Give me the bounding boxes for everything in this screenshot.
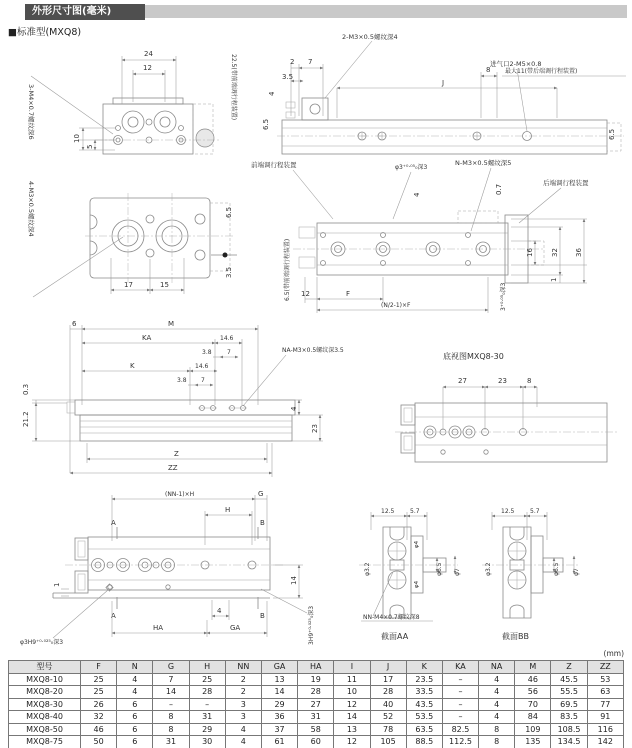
value-cell: 36 xyxy=(261,711,297,724)
section-bb-drawing xyxy=(478,498,630,646)
dim-label: 10 xyxy=(73,134,81,143)
value-cell: 88.5 xyxy=(406,736,442,748)
annotation-label: NN-M4×0.7螺纹深8 xyxy=(363,614,420,621)
col-header: NA xyxy=(479,661,515,674)
dim-label: 32 xyxy=(551,248,559,257)
dimension-table xyxy=(8,660,624,748)
value-cell: 3 xyxy=(225,698,261,711)
thread-label: N-M3×0.5螺纹深5 xyxy=(455,159,512,167)
value-cell: 31 xyxy=(153,736,189,748)
value-cell: 26 xyxy=(81,698,117,711)
value-cell: 28 xyxy=(298,686,334,699)
value-cell: 61 xyxy=(261,736,297,748)
value-cell: 84 xyxy=(515,711,551,724)
pin-hole-label: φ3⁺⁰·⁰⁵₀深3 xyxy=(395,164,428,171)
dim-label: ZZ xyxy=(168,464,178,472)
value-cell: 11 xyxy=(334,673,370,686)
value-cell: 14 xyxy=(334,711,370,724)
dim-label: 8 xyxy=(486,66,491,74)
title-bar-strip xyxy=(145,5,627,18)
value-cell: 3 xyxy=(225,711,261,724)
col-header: H xyxy=(189,661,225,674)
col-header: I xyxy=(334,661,370,674)
value-cell: 29 xyxy=(189,723,225,736)
value-cell: 31 xyxy=(189,711,225,724)
value-cell: 30 xyxy=(189,736,225,748)
value-cell: 60 xyxy=(298,736,334,748)
dim-label: H xyxy=(225,506,231,514)
dim-label: F xyxy=(346,290,351,298)
dim-label: 23 xyxy=(498,377,507,385)
pin-hole-label: 3⁺⁰·⁰⁵₀深3 xyxy=(500,282,507,311)
dim-label: 4 xyxy=(268,91,276,96)
value-cell: 4 xyxy=(479,673,515,686)
dim-label: KA xyxy=(142,334,152,342)
col-header: Z xyxy=(551,661,587,674)
dim-label: G xyxy=(258,490,264,498)
dia-label: φ3.2 xyxy=(485,562,492,576)
annotation-label: 进气口2-M5×0.8 xyxy=(490,60,542,68)
dim-label: 0.3 xyxy=(22,383,30,395)
table-row xyxy=(9,711,624,724)
dim-label: (NN-1)×H xyxy=(165,491,195,498)
value-cell: 142 xyxy=(587,736,623,748)
dim-label: K xyxy=(130,362,135,370)
value-cell: – xyxy=(442,698,478,711)
value-cell: 135 xyxy=(515,736,551,748)
dim-label: 1 xyxy=(53,582,61,587)
model-subtitle: ■标准型(MXQ8) xyxy=(8,27,82,38)
dim-label: 6.5 xyxy=(608,128,616,140)
value-cell: 91 xyxy=(587,711,623,724)
dim-label: J xyxy=(442,79,445,87)
annotation-label: 最大11(带后端调行程装置) xyxy=(505,68,578,75)
value-cell: 53 xyxy=(587,673,623,686)
dim-label: 6.5 xyxy=(225,206,233,218)
pin-hole-label: 3H9⁺⁰·⁰²⁵₀深3 xyxy=(308,605,315,645)
value-cell: 45.5 xyxy=(551,673,587,686)
dim-label: 15 xyxy=(160,281,169,289)
col-header: F xyxy=(81,661,117,674)
dim-label: 3.8 xyxy=(202,349,212,356)
value-cell: 112.5 xyxy=(442,736,478,748)
section-caption: 截面BB xyxy=(502,632,529,641)
dim-label: 12.5 xyxy=(381,508,395,515)
value-cell: 8 xyxy=(479,736,515,748)
rear-adjuster-label: 后端调行程装置 xyxy=(543,179,589,187)
value-cell: 33.5 xyxy=(406,686,442,699)
value-cell: 43.5 xyxy=(406,698,442,711)
dim-label: 16 xyxy=(526,248,534,257)
value-cell: – xyxy=(189,698,225,711)
col-header: G xyxy=(153,661,189,674)
value-cell: 4 xyxy=(117,673,153,686)
value-cell: 4 xyxy=(479,711,515,724)
dim-label: 4 xyxy=(413,192,421,197)
dim-label: 3.5 xyxy=(225,266,233,278)
dia-label: φ6.5 xyxy=(553,562,560,576)
dim-label: 1 xyxy=(550,277,558,282)
body-outline xyxy=(85,193,237,283)
model-cell: MXQ8-10 xyxy=(9,673,81,686)
section-mark-b: B xyxy=(260,612,265,620)
page-title: 外形尺寸图(毫米) xyxy=(32,6,112,17)
dim-label: M xyxy=(168,320,175,328)
section-mark-b: B xyxy=(260,519,265,527)
value-cell: 14 xyxy=(153,686,189,699)
value-cell: 83.5 xyxy=(551,711,587,724)
model-cell: MXQ8-30 xyxy=(9,698,81,711)
table-row xyxy=(9,686,624,699)
dim-label: 3.8 xyxy=(177,377,187,384)
value-cell: 12 xyxy=(334,698,370,711)
annotation-label: 3-M4×0.7螺纹深6 xyxy=(27,84,35,140)
value-cell: 10 xyxy=(334,686,370,699)
dimension-table-body xyxy=(9,673,624,748)
side-height-note: 22.5(带前端调行程装置) xyxy=(230,54,237,121)
dim-label: 4 xyxy=(290,406,298,411)
dia-label: φ4 xyxy=(414,580,420,588)
value-cell: 17 xyxy=(370,673,406,686)
dimensions xyxy=(371,508,427,540)
value-cell: 19 xyxy=(298,673,334,686)
annotation-label: NA-M3×0.5螺纹深3.5 xyxy=(282,347,344,354)
col-header: KA xyxy=(442,661,478,674)
col-header: J xyxy=(370,661,406,674)
value-cell: 116 xyxy=(587,723,623,736)
dia-label: φ6.5 xyxy=(436,562,443,576)
section-mark-a: A xyxy=(111,612,116,620)
value-cell: 8 xyxy=(153,723,189,736)
body-outline xyxy=(395,403,617,462)
callouts xyxy=(251,158,589,231)
value-cell: 69.5 xyxy=(551,698,587,711)
dia-label: φ3.2 xyxy=(364,562,371,576)
dim-label: 14.6 xyxy=(220,335,234,342)
dim-label: 6.5 xyxy=(262,118,270,130)
dim-label: 3.5 xyxy=(282,73,294,81)
body-outline xyxy=(293,211,544,283)
value-cell: 32 xyxy=(81,711,117,724)
value-cell: 13 xyxy=(261,673,297,686)
dim-label: Z xyxy=(174,450,179,458)
value-cell: 63 xyxy=(587,686,623,699)
dim-label: (N/2-1)×F xyxy=(381,302,411,309)
value-cell: 14 xyxy=(261,686,297,699)
value-cell: 78 xyxy=(370,723,406,736)
annotation-label: 4-M3×0.5螺纹深4 xyxy=(27,181,35,237)
dim-label: 36 xyxy=(575,248,583,257)
body-outline xyxy=(95,98,220,154)
section-mark-a: A xyxy=(111,519,116,527)
col-header: GA xyxy=(261,661,297,674)
value-cell: 56 xyxy=(515,686,551,699)
dim-label: 24 xyxy=(144,50,153,58)
value-cell: 105 xyxy=(370,736,406,748)
table-row xyxy=(9,673,624,686)
dim-label: 17 xyxy=(124,281,133,289)
value-cell: 82.5 xyxy=(442,723,478,736)
dim-label: 8 xyxy=(527,377,532,385)
section-aa-drawing xyxy=(343,498,488,646)
body-outline xyxy=(359,527,458,618)
table-row xyxy=(9,698,624,711)
value-cell: 27 xyxy=(298,698,334,711)
dim-label: 12.5 xyxy=(501,508,515,515)
dim-label: 7 xyxy=(201,377,205,384)
value-cell: 4 xyxy=(479,686,515,699)
value-cell: 4 xyxy=(479,698,515,711)
thread-callout xyxy=(27,76,113,140)
value-cell: 13 xyxy=(334,723,370,736)
value-cell: 58 xyxy=(298,723,334,736)
value-cell: 37 xyxy=(261,723,297,736)
model-cell: MXQ8-20 xyxy=(9,686,81,699)
diameter-labels xyxy=(364,540,461,588)
max-stroke-note xyxy=(481,66,626,118)
col-header: ZZ xyxy=(587,661,623,674)
unit-note: (mm) xyxy=(603,649,624,658)
plan-view-drawing xyxy=(222,28,630,160)
value-cell: 7 xyxy=(153,673,189,686)
value-cell: 8 xyxy=(153,711,189,724)
dim-label: 2 xyxy=(290,58,295,66)
value-cell: 70 xyxy=(515,698,551,711)
end-view-drawing xyxy=(15,42,230,162)
col-header: N xyxy=(117,661,153,674)
col-header: K xyxy=(406,661,442,674)
table-top-view-drawing xyxy=(15,163,243,311)
dim-label: 27 xyxy=(458,377,467,385)
value-cell: – xyxy=(442,711,478,724)
pin-hole-label: φ3H9⁺⁰·⁰²⁵₀深3 xyxy=(20,639,64,646)
value-cell: 28 xyxy=(370,686,406,699)
value-cell: – xyxy=(153,698,189,711)
bottom-view-drawing xyxy=(385,345,630,480)
dim-label: 14 xyxy=(290,576,298,585)
dim-label: 5 xyxy=(86,144,94,149)
dimensions xyxy=(492,508,547,540)
value-cell: 108.5 xyxy=(551,723,587,736)
dia-label: φ7 xyxy=(573,568,580,576)
table-row xyxy=(9,736,624,748)
dimensions-top xyxy=(70,320,258,473)
model-cell: MXQ8-50 xyxy=(9,723,81,736)
value-cell: 2 xyxy=(225,686,261,699)
value-cell: 63.5 xyxy=(406,723,442,736)
diameter-labels xyxy=(485,556,580,576)
dim-label: 6 xyxy=(72,320,77,328)
side-view-drawing xyxy=(243,153,630,313)
dim-label: GA xyxy=(230,624,241,632)
value-cell: 23.5 xyxy=(406,673,442,686)
value-cell: 134.5 xyxy=(551,736,587,748)
value-cell: 55.5 xyxy=(551,686,587,699)
table-header-row xyxy=(9,661,624,674)
table-row xyxy=(9,723,624,736)
body-outline xyxy=(53,537,285,598)
col-header: HA xyxy=(298,661,334,674)
value-cell: 52 xyxy=(370,711,406,724)
section-caption: 截面AA xyxy=(381,632,409,641)
dim-label: HA xyxy=(153,624,164,632)
dimensions xyxy=(73,50,176,150)
value-cell: 6 xyxy=(117,698,153,711)
value-cell: 25 xyxy=(189,673,225,686)
dim-label: 12 xyxy=(301,290,310,298)
dim-label: 7 xyxy=(308,58,313,66)
dim-label: 0.7 xyxy=(495,183,503,195)
value-cell: 53.5 xyxy=(406,711,442,724)
slide-table-view-drawing xyxy=(10,315,358,483)
dia-label: φ4 xyxy=(414,540,420,548)
dim-label: 5.7 xyxy=(530,508,540,515)
col-header: NN xyxy=(225,661,261,674)
value-cell: 46 xyxy=(515,673,551,686)
value-cell: 40 xyxy=(370,698,406,711)
dimensions-bottom xyxy=(70,443,272,477)
dim-label: 5.7 xyxy=(410,508,420,515)
page-title-bar xyxy=(25,4,145,20)
value-cell: 2 xyxy=(225,673,261,686)
col-header: M xyxy=(515,661,551,674)
value-cell: 6 xyxy=(117,736,153,748)
model-cell: MXQ8-40 xyxy=(9,711,81,724)
dimensions-bottom xyxy=(53,565,303,637)
dim-label: 21.2 xyxy=(22,411,30,427)
pin-hole-callouts xyxy=(20,589,315,646)
value-cell: 109 xyxy=(515,723,551,736)
value-cell: 8 xyxy=(479,723,515,736)
value-cell: 29 xyxy=(261,698,297,711)
dim-label: 7 xyxy=(227,349,231,356)
body-outline xyxy=(482,527,578,618)
dim-label: 12 xyxy=(143,64,152,72)
center-mark-dot xyxy=(223,253,228,258)
drawing-title: 底视图MXQ8-30 xyxy=(443,352,504,361)
col-header-model: 型号 xyxy=(9,661,81,674)
value-cell: 6 xyxy=(117,711,153,724)
value-cell: 6 xyxy=(117,723,153,736)
value-cell: 4 xyxy=(225,723,261,736)
value-cell: 4 xyxy=(225,736,261,748)
dim-label: 23 xyxy=(311,424,319,433)
value-cell: 50 xyxy=(81,736,117,748)
dim-label: 14.6 xyxy=(195,363,209,370)
value-cell: 12 xyxy=(334,736,370,748)
value-cell: 28 xyxy=(189,686,225,699)
front-adjuster-label: 前端调行程装置 xyxy=(251,161,297,169)
value-cell: 4 xyxy=(117,686,153,699)
section-marks xyxy=(111,519,265,620)
dia-label: φ7 xyxy=(454,568,461,576)
value-cell: – xyxy=(442,686,478,699)
body-outline xyxy=(277,98,624,154)
value-cell: – xyxy=(442,673,478,686)
body-outline xyxy=(67,400,295,441)
value-cell: 25 xyxy=(81,673,117,686)
dim-label: 4 xyxy=(217,607,222,615)
annotation-label: 2-M3×0.5螺纹深4 xyxy=(342,33,398,41)
value-cell: 77 xyxy=(587,698,623,711)
value-cell: 31 xyxy=(298,711,334,724)
mounting-view-drawing xyxy=(15,485,347,650)
dimensions xyxy=(443,377,537,430)
side-height-note: 6.5(带前端调行程装置) xyxy=(284,238,291,301)
model-cell: MXQ8-75 xyxy=(9,736,81,748)
value-cell: 46 xyxy=(81,723,117,736)
value-cell: 25 xyxy=(81,686,117,699)
